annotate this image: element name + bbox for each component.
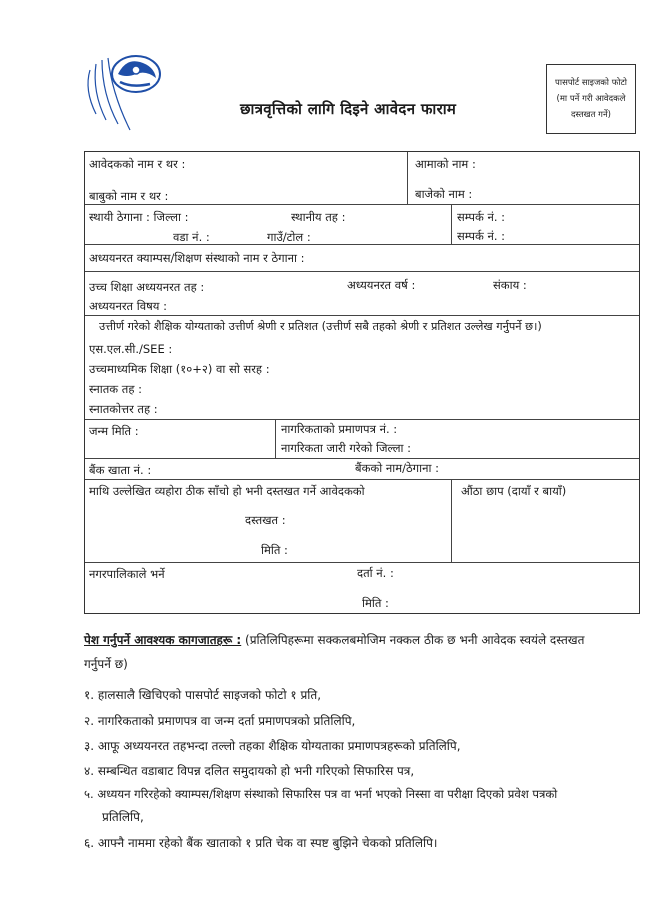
study-subject-label: अध्ययनरत विषय :: [89, 299, 167, 313]
documents-heading-line: [84, 631, 584, 648]
applicant-name-label: आवेदकको नाम र थर :: [89, 157, 186, 171]
document-item: २. नागरिकताको प्रमाणपत्र वा जन्म दर्ता प्रमाणपत्रको प्रतिलिपि,: [84, 714, 356, 728]
documents-note: (प्रतिलिपिहरूमा सक्कलबमोजिम नक्कल ठीक छ भनी आवेदक स्वयंले दस्तखत: [245, 633, 585, 647]
grandfather-name-label: बाजेको नाम :: [415, 187, 473, 201]
permanent-address-label: स्थायी ठेगाना : जिल्ला :: [89, 210, 189, 224]
contact-no-label: सम्पर्क नं. :: [457, 229, 506, 243]
ward-no-label: वडा नं. :: [173, 230, 210, 244]
thumbprint-label: औंठा छाप (दायाँ र बायाँ): [461, 484, 567, 498]
column-divider: [451, 204, 452, 244]
document-item: ५. अध्ययन गरिरहेको क्याम्पस/शिक्षण संस्थाको सिफारिस पत्र वा भर्ना भएको निस्सा वा परीक्षा दिएको प्रवेश पत्रको: [84, 787, 558, 801]
row-divider: [85, 458, 639, 459]
study-year-label: अध्ययनरत वर्ष :: [347, 278, 416, 292]
municipality-date-label: मिति :: [362, 596, 389, 610]
master-label: स्नातकोत्तर तह :: [89, 402, 158, 416]
bank-name-label: बैंकको नाम/ठेगाना :: [355, 461, 440, 475]
photo-box-line: दस्तखत गर्ने): [571, 110, 611, 120]
document-item: १. हालसालै खिचिएको पासपोर्ट साइजको फोटो १ प्रति,: [84, 688, 322, 702]
date-of-birth-label: जन्म मिति :: [89, 424, 139, 438]
signature-label: दस्तखत :: [245, 513, 286, 527]
bachelor-label: स्नातक तह :: [89, 382, 142, 396]
row-divider: [85, 204, 639, 205]
municipality-logo: [70, 40, 180, 140]
row-divider: [85, 315, 639, 316]
row-divider: [85, 419, 639, 420]
document-item: ६. आफ्नै नाममा रहेको बैंक खाताको १ प्रति चेक वा स्पष्ट बुझिने चेकको प्रतिलिपि।: [84, 836, 438, 850]
municipality-fill-label: नगरपालिकाले भर्ने: [89, 567, 165, 581]
document-item: ४. सम्बन्धित वडाबाट विपन्न दलित समुदायको हो भनी गरिएको सिफारिस पत्र,: [84, 764, 415, 778]
father-name-label: बाबुको नाम र थर :: [89, 189, 169, 203]
mother-name-label: आमाको नाम :: [415, 157, 476, 171]
photo-box-line: (मा पर्ने गरी आवेदकले: [556, 94, 626, 104]
row-divider: [85, 562, 639, 563]
date-label: मिति :: [261, 543, 288, 557]
contact-no-label: सम्पर्क नं. :: [457, 210, 506, 224]
declaration-text: माथि उल्लेखित व्यहोरा ठीक साँचो हो भनी दस्तखत गर्ने आवेदकको: [89, 484, 365, 498]
faculty-label: संकाय :: [493, 278, 527, 292]
education-level-label: उच्च शिक्षा अध्ययनरत तह :: [89, 280, 205, 294]
column-divider: [407, 152, 408, 204]
photo-box: [546, 64, 636, 134]
row-divider: [85, 479, 639, 480]
documents-heading: पेश गर्नुपर्ने आवश्यक कागजातहरू :: [84, 633, 242, 647]
column-divider: [275, 419, 276, 458]
see-label: एस.एल.सी./SEE :: [89, 342, 173, 356]
qualification-heading: उत्तीर्ण गरेको शैक्षिक योग्यताको उत्तीर्ण श्रेणी र प्रतिशत (उत्तीर्ण सबै तहको श्रेणी र प्रतिशत उल्लेख गर्नुपर्ने छ।): [99, 320, 542, 333]
row-divider: [85, 244, 639, 245]
application-form: [84, 151, 640, 614]
campus-name-label: अध्ययनरत क्याम्पस/शिक्षण संस्थाको नाम र ठेगाना :: [89, 251, 305, 265]
column-divider: [451, 479, 452, 562]
photo-box-line: पासपोर्ट साइजको फोटो: [555, 78, 627, 88]
registration-no-label: दर्ता नं. :: [357, 566, 394, 580]
bank-account-label: बैंक खाता नं. :: [89, 463, 152, 477]
documents-note-cont: गर्नुपर्ने छ): [84, 657, 128, 671]
citizenship-district-label: नागरिकता जारी गरेको जिल्ला :: [281, 441, 412, 455]
local-level-label: स्थानीय तह :: [291, 210, 346, 224]
citizenship-no-label: नागरिकताको प्रमाणपत्र नं. :: [281, 422, 398, 436]
document-item: ३. आफू अध्ययनरत तहभन्दा तल्लो तहका शैक्षिक योग्यताका प्रमाणपत्रहरूको प्रतिलिपि,: [84, 739, 461, 753]
higher-secondary-label: उच्चमाध्यमिक शिक्षा (१०+२) वा सो सरह :: [89, 362, 270, 376]
village-tole-label: गाउँ/टोल :: [267, 230, 311, 244]
form-title: छात्रवृत्तिको लागि दिइने आवेदन फाराम: [240, 100, 457, 118]
document-item: प्रतिलिपि,: [102, 810, 144, 824]
row-divider: [85, 271, 639, 272]
